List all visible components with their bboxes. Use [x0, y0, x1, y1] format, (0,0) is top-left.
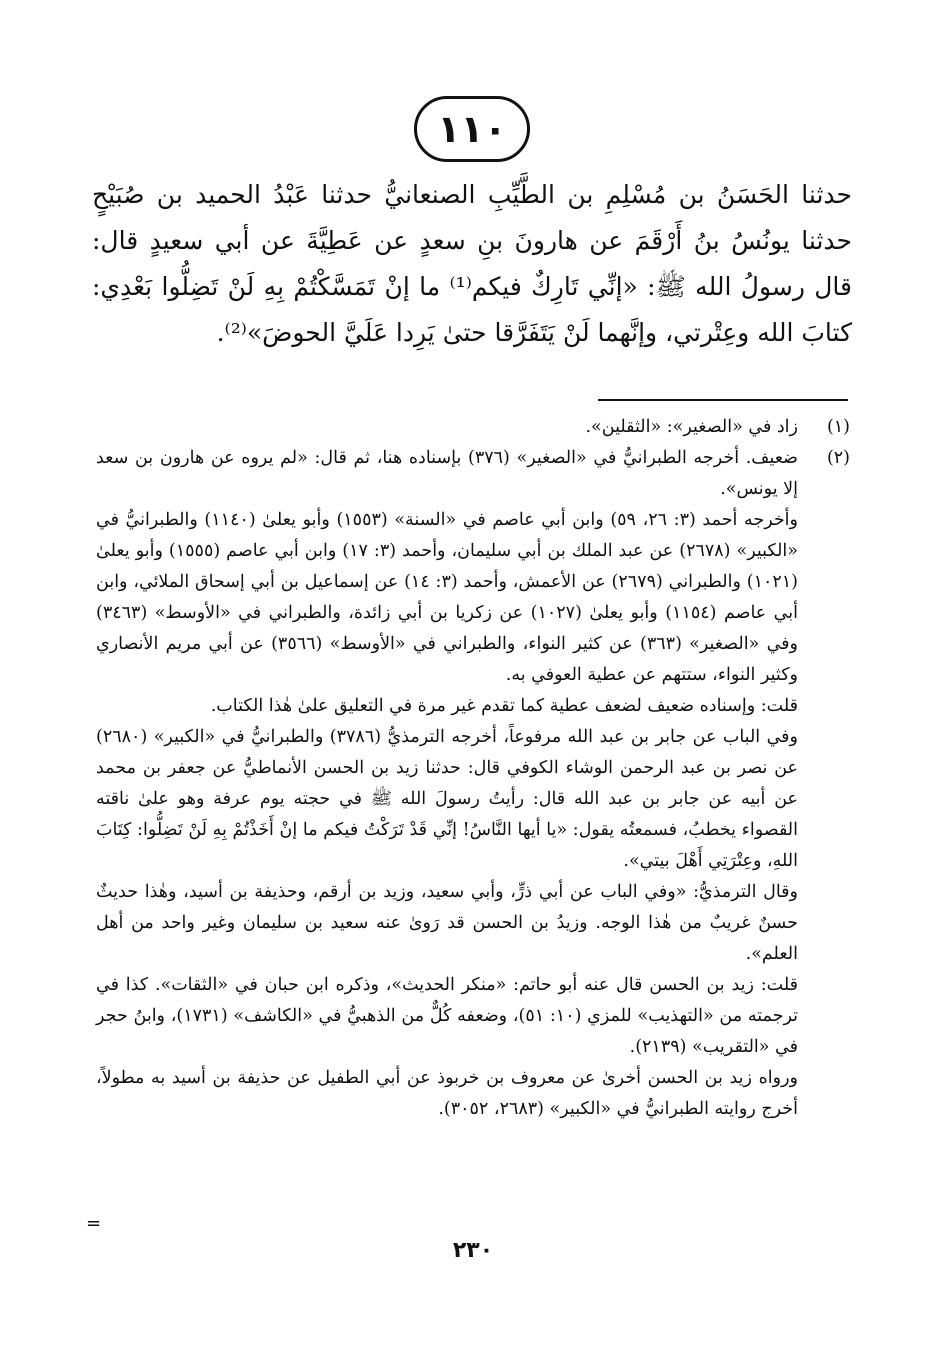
footnote-paragraph: وفي الباب عن جابر بن عبد الله مرفوعاً، أخرجه الترمذيُّ (٣٧٨٦) والطبرانيُّ في «الكبير» (٢٦٨٠) عن نصر بن عبد الرحمن الوشاء الكوفي قال: حدثنا زيد بن الحسن الأنماطيُّ عن جعفر بن محمد عن أبيه عن جابر بن عبد الله قال: رأيتُ رسولَ الله ﷺ في حجته يوم عرفة وهو علىٰ ناقته القصواء يخطبُ، فسمعتُه يقول: «يا أيها النَّاسُ! إنِّي قَدْ تَرَكْتُ فيكم ما إنْ أَخَذْتُمْ بِهِ لَنْ تَضِلُّوا: كِتَابَ اللهِ، وعِتْرَتِي أَهْلَ بيتي».	[96, 727, 798, 871]
footnote-line: ضعيف. أخرجه الطبرانيُّ في «الصغير» (٣٧٦) بإسناده هنا، ثم قال: «لم يروه عن هارون بن سعد إلا يونس».	[96, 448, 798, 499]
footnote-paragraph: وقال الترمذيُّ: «وفي الباب عن أبي ذرٍّ، وأبي سعيد، وزيد بن أرقم، وحذيفة بن أسيد، وهٰذا حديثٌ حسنٌ غريبٌ من هٰذا الوجه. وزيدُ بن الحسن قد رَوىٰ عنه سعيد بن سليمان وغير واحد من أهل العلم».	[96, 882, 798, 964]
footnote-paragraph: قلت: زيد بن الحسن قال عنه أبو حاتم: «منكر الحديث»، وذكره ابن حبان في «الثقات». كذا في ترجمته من «التهذيب» للمزي (١٠: ٥١)، وضعفه كُلٌّ من الذهبيُّ في «الكاشف» (١٧٣١)، وابنُ حجر في «التقريب» (٢١٣٩).	[96, 975, 798, 1057]
footnote-paragraph: ورواه زيد بن الحسن أخرىٰ عن معروف بن خربوذ عن أبي الطفيل عن حذيفة بن أسيد به مطولاً، أخرج روايته الطبرانيُّ في «الكبير» (٢٦٨٣، ٣٠٥٢).	[96, 1068, 798, 1119]
footnote-paragraph: قلت: وإسناده ضعيف لضعف عطية كما تقدم غير مرة في التعليق علىٰ هٰذا الكتاب.	[210, 696, 798, 716]
hadith-number-badge: ١١٠	[414, 96, 530, 162]
hadith-paragraph: حدثنا الحَسَنُ بن مُسْلِمِ بن الطَّيِّبِ الصنعانيُّ حدثنا عَبْدُ الحميد بن صُبَيْحٍ حدثنا يونُسُ بنُ أَرْقَمَ عن هارونَ بنِ سعدٍ عن عَطِيَّةَ عن أبي سعيدٍ قال: قال رسولُ الله ﷺ: «إنِّي تَارِكٌ فيكم⁽¹⁾ ما إنْ تَمَسَّكْتُمْ بِهِ لَنْ تَضِلُّوا بَعْدِي: كتابَ الله وعِتْرتي، وإنَّهما لَنْ يَتَفَرَّقا حتىٰ يَرِدا عَلَيَّ الحوضَ»⁽²⁾.	[92, 180, 852, 347]
footnote-continuation	[96, 505, 850, 1125]
footnote-body	[96, 443, 798, 505]
footnote-divider	[598, 399, 848, 401]
footnotes	[96, 412, 850, 1125]
footnote-number: (١)	[826, 417, 850, 437]
footnote-line: زاد في «الصغير»: «الثقلين».	[585, 417, 798, 437]
footnote-1	[96, 412, 850, 443]
continuation-mark: =	[86, 1213, 102, 1234]
hadith-text	[92, 172, 852, 356]
footnote-paragraph: وأخرجه أحمد (٣: ٢٦، ٥٩) وابن أبي عاصم في «السنة» (١٥٥٣) وأبو يعلىٰ (١١٤٠) والطبرانيُّ في «الكبير» (٢٦٧٨) عن عبد الملك بن أبي سليمان، وأحمد (٣: ١٧) وابن أبي عاصم (١٥٥٥) وأبو يعلىٰ (١٠٢١) والطبراني (٢٦٧٩) عن الأعمش، وأحمد (٣: ١٤) عن إسماعيل بن أبي إسحاق الملائي، وابن أبي عاصم (١١٥٤) وأبو يعلىٰ (١٠٢٧) عن زكريا بن أبي زائدة، والطبراني في «الأوسط» (٣٤٦٣) وفي «الصغير» (٣٦٣) عن كثير النواء، والطبراني في «الأوسط» (٣٥٦٦) عن أبي مريم الأنصاري وكثير النواء، ستتهم عن عطية العوفي به.	[96, 510, 798, 685]
footnote-number: (٢)	[826, 448, 850, 468]
page-number: ٢٣٠	[452, 1238, 494, 1263]
footnote-body	[96, 412, 798, 443]
footnote-2	[96, 443, 850, 505]
